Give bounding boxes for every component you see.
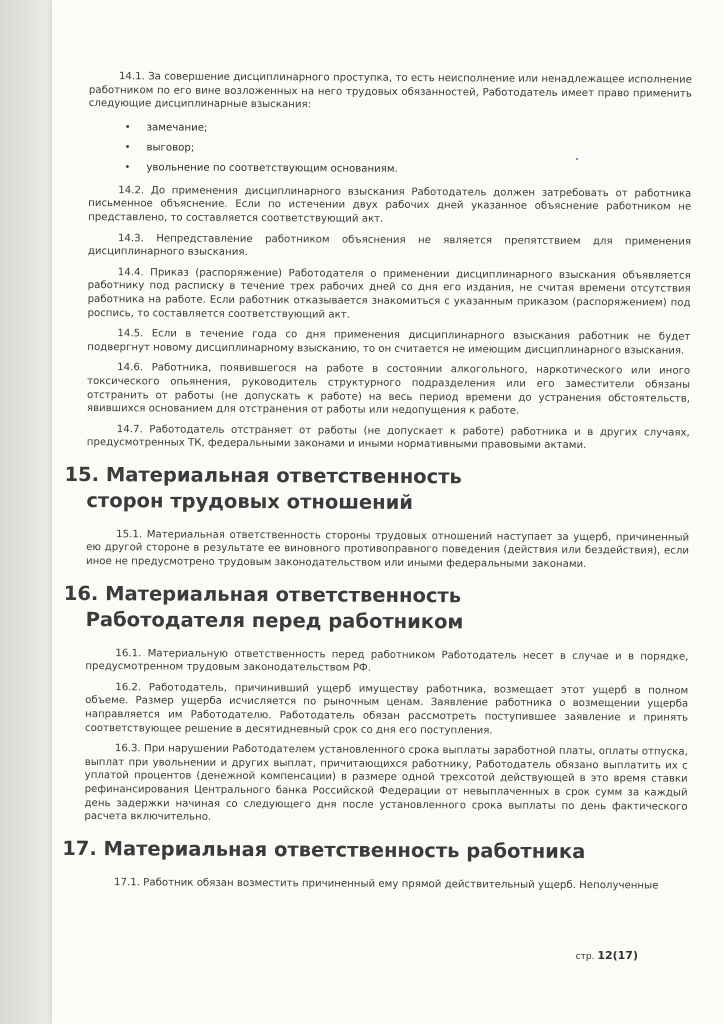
list-item: • выговор; — [146, 138, 691, 161]
page-scan-edge — [0, 0, 52, 1024]
section-15-heading — [64, 462, 689, 518]
paragraph-14-1: 14.1. За совершение дисциплинарного проступка, то есть неисполнение или ненадлежащее исполнение работником по его вине возложенных на него трудовых обязанностей, Работодатель имеет право применить следующие дисциплинарные взыскания: — [88, 71, 692, 111]
paragraph-15-1: 15.1. Материальная ответственность стороны трудовых отношений наступает за ущерб, причиненный ею другой стороне в результате ее виновного противоправного поведения (действия или бездействия), если иное не предусмотрено трудовым законодательством или иными федеральными законами. — [85, 529, 690, 571]
list-item: • замечание; — [147, 118, 692, 141]
page-footer — [576, 949, 638, 962]
section-15-title-line1: 15. Материальная ответственность — [64, 462, 462, 489]
paragraph-16-1: 16.1. Материальную ответственность перед работником Работодатель несет в случае и в порядке, предусмотренном трудовым законодательством РФ. — [85, 647, 689, 674]
page-number: 12 — [597, 949, 613, 962]
page-total: (17) — [612, 949, 638, 962]
disciplinary-penalties-list — [88, 118, 691, 182]
paragraph-14-7: 14.7. Работодатель отстраняет от работы (не допускает к работе) работника и в других случаях, предусмотренных ТК, федеральными законами и иными нормативными правовыми актами. — [86, 423, 690, 452]
paragraph-14-5: 14.5. Если в течение года со дня применения дисциплинарного взыскания работник не будет подвергнут новому дисциплинарному взысканию, то он считается не имеющим дисциплинарного взыскания. — [87, 328, 691, 357]
section-17-heading — [62, 836, 687, 866]
document-page — [52, 0, 724, 1024]
paragraph-14-3: 14.3. Непредставление работником объяснения не является препятствием для применения дисциплинарного взыскания. — [87, 232, 691, 259]
paragraph-16-3: 16.3. При нарушении Работодателем установленного срока выплаты заработной платы, оплаты отпуска, выплат при увольнении и других выплат, причитающихся работнику, Работодатель обязано выплатить их с уплатой процентов (денежной компенсации) в размере одной трехсотой действующей в это время ставки рефинансирования Центрального банка Российской Федерации от невыплаченных в срок сумм за каждый день задержки начиная со следующего дня после установленного срока выплаты по день фактического расчета включительно. — [84, 743, 688, 823]
document-content — [62, 70, 692, 900]
section-16-heading — [64, 581, 689, 637]
section-16-title-line2: Работодателя перед работником — [85, 607, 464, 633]
paragraph-14-6: 14.6. Работника, появившегося на работе в состоянии алкогольного, наркотического или иного токсического опьянения, руководитель структурного подразделения или его заместители обязаны отстранить от работы (не допускать к работе) на весь период времени до устранения обстоятельств, явившихся основанием для отстранения от работы или недопущения к работе. — [86, 362, 691, 417]
section-16-title-line1: 16. Материальная ответственность — [63, 581, 462, 607]
paragraph-14-4: 14.4. Приказ (распоряжение) Работодателя о применении дисциплинарного взыскания объявляется работнику под расписку в течение трех рабочих дней со дня его издания, не считая времени отсутствия работника на работе. Если работник отказывается знакомиться с указанным приказом (распоряжением) под роспись, то составляется соответствующий акт. — [87, 266, 691, 321]
page-label: стр. — [575, 952, 595, 962]
list-item: • увольнение по соответствующим основаниям. — [146, 158, 691, 181]
section-17-title-line1: 17. Материальная ответственность работника — [62, 836, 586, 863]
section-15-title-line2: сторон трудовых отношений — [86, 488, 414, 514]
paragraph-16-2: 16.2. Работодатель, причинивший ущерб имуществу работника, возмещает этот ущерб в полном объеме. Размер ущерба исчисляется по рыночным ценам. Заявление работника о возмещении ущерба направляется им Работодателю. Работодатель обязан рассмотреть поступившее заявление и принять соответствующее решение в десятидневный срок со дня его поступления. — [84, 682, 689, 737]
paragraph-14-2: 14.2. До применения дисциплинарного взыскания Работодатель должен затребовать от работника письменное объяснение. Если по истечении двух рабочих дней указанное объяснение работником не представлено, то составляется соответствующий акт. — [88, 184, 692, 225]
paragraph-17-1: 17.1. Работник обязан возместить причиненный ему прямой действительный ущерб. Неполученные — [114, 876, 659, 892]
scan-speck — [576, 158, 578, 160]
